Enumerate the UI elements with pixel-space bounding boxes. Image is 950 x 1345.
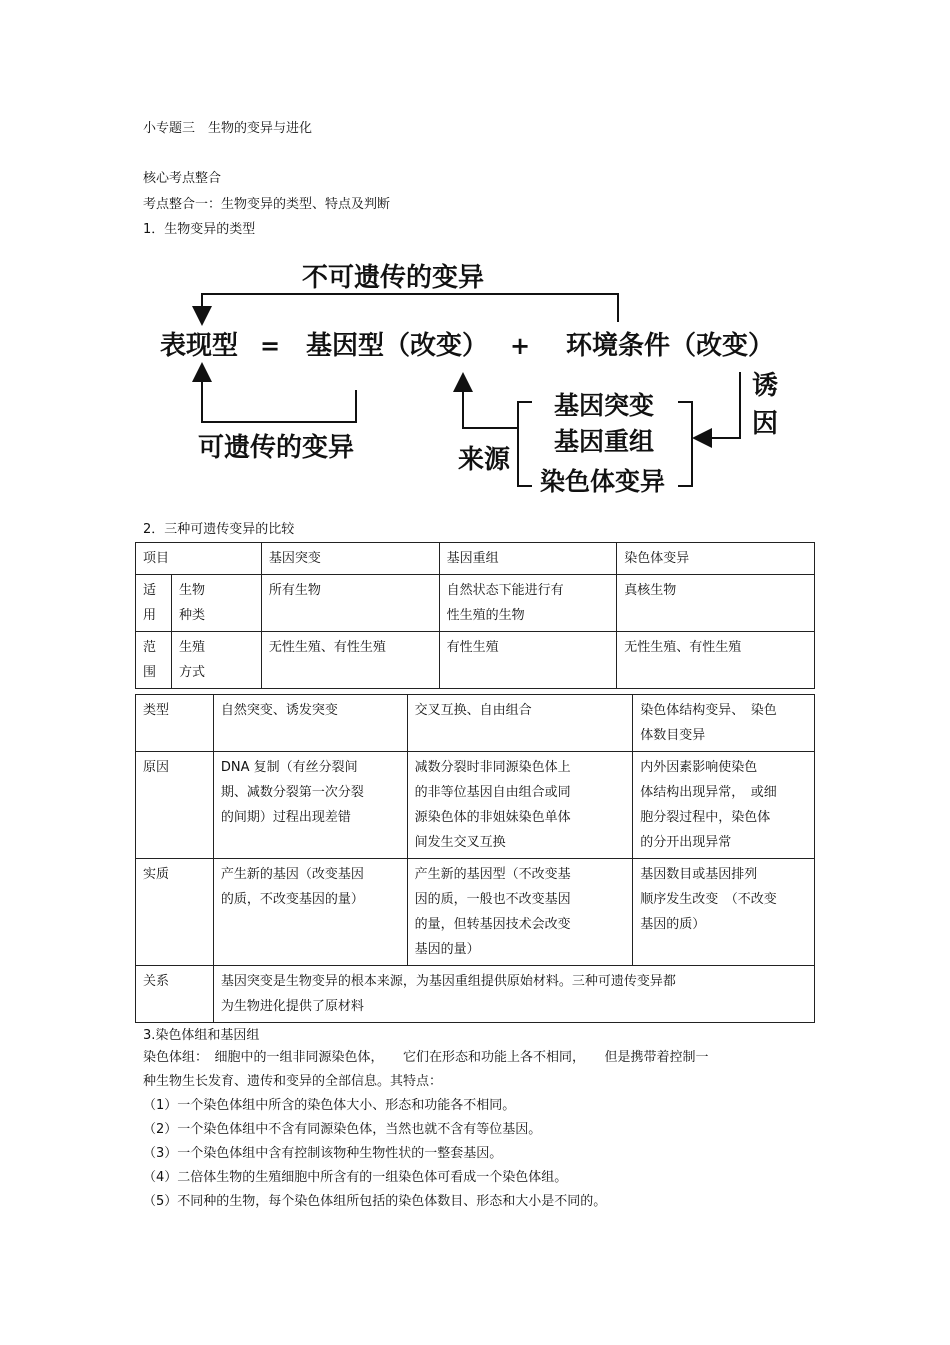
table-row [136,695,815,752]
essence-chromosome [633,859,815,966]
heritable-label: 可遗传的变异 [198,433,355,463]
comparison-table-2 [135,694,815,1023]
cell-line: 胞分裂过程中，染色体 [640,810,771,825]
species-mutation: 所有生物 [261,575,439,632]
cell-line: 种类 [178,608,205,623]
cell-line: 的量，但转基因技术会改变 [414,917,571,932]
cell-line: 基因突变是生物变异的根本来源，为基因重组提供原始材料。三种可遗传变异都 [220,974,676,989]
comparison-table-1 [135,542,815,689]
cause-chromosome [633,752,815,859]
cell-line: 源染色体的非姐妹染色单体 [414,810,571,825]
reproduction-mutation: 无性生殖、有性生殖 [261,632,439,689]
cell-line: DNA 复制（有丝分裂间 [220,760,358,775]
feature-point: （2）一个染色体组中不含有同源染色体，当然也就不含有等位基因。 [143,1122,542,1137]
table-row [136,543,815,575]
doc-title: 小专题三 生物的变异与进化 [143,121,313,136]
cell-line: 为生物进化提供了原材料 [220,999,364,1014]
cause-recombination [407,752,633,859]
table-row [136,752,815,859]
section-heading: 核心考点整合 [143,171,222,186]
source-arrow [463,382,518,428]
cause-mutation [213,752,407,859]
relation-label: 关系 [136,966,214,1023]
table-row [136,575,815,632]
cell-line: 自然状态下能进行有 [446,583,564,598]
species-chromosome: 真核生物 [617,575,815,632]
source-right-brace [678,402,692,486]
variation-types-diagram [140,250,800,510]
environment-label: 环境条件（改变） [566,331,775,361]
cell-line: 方式 [178,665,205,680]
non-heritable-arrow [202,294,618,322]
definition-line: 种生物生长发育、遗传和变异的全部信息。其特点： [143,1074,443,1089]
heritable-arrow [202,372,356,422]
phenotype-label: 表现型 [160,331,239,361]
induce-char-1: 诱 [752,371,779,401]
cell-line: 因的质，一般也不改变基因 [414,892,571,907]
scope-char: 用 [143,608,157,623]
essence-label: 实质 [136,859,214,966]
section3-heading: 3.染色体组和基因组 [143,1028,260,1043]
type-recombination: 交叉互换、自由组合 [407,695,633,752]
table-row [136,632,815,689]
relation-text [213,966,814,1023]
cell-line: 体数目变异 [640,728,706,743]
plus-sign: + [510,331,531,360]
item1-heading: 1．生物变异的类型 [143,222,256,237]
header-item: 项目 [136,543,262,575]
type-chromosome [633,695,815,752]
scope-char: 范 [143,640,157,655]
gene-mutation-label: 基因突变 [554,391,655,420]
feature-point: （1）一个染色体组中所含的染色体大小、形态和功能各不相同。 [143,1098,516,1113]
scope-char: 适 [143,583,157,598]
reproduction-recombination: 有性生殖 [439,632,617,689]
gene-recombination-label: 基因重组 [554,427,655,456]
header-recombination: 基因重组 [439,543,617,575]
chromosome-variation-label: 染色体变异 [540,467,666,496]
cell-line: 体结构出现异常， 或细 [640,785,777,800]
cause-label: 原因 [136,752,214,859]
cell-line: 期、减数分裂第一次分裂 [220,785,364,800]
induce-char-2: 因 [752,409,779,439]
scope-label-top [136,575,172,632]
cell-line: 的间期）过程出现差错 [220,810,351,825]
cell-line: 的分开出现异常 [640,835,732,850]
essence-recombination [407,859,633,966]
definition-line: 染色体组： 细胞中的一组非同源染色体， 它们在形态和功能上各不相同， 但是携带着控制一 [143,1050,709,1065]
essence-mutation [213,859,407,966]
cell-line: 的质，不改变基因的量） [220,892,364,907]
cell-line: 减数分裂时非同源染色体上 [414,760,571,775]
reproduction-label [171,632,261,689]
cell-line: 顺序发生改变 （不改变 [640,892,777,907]
feature-point: （5）不同种的生物，每个染色体组所包括的染色体数目、形态和大小是不同的。 [143,1194,607,1209]
induce-arrow [702,372,740,438]
cell-line: 基因的量） [414,942,480,957]
cell-line: 基因的质） [640,917,706,932]
type-label: 类型 [136,695,214,752]
diagram-svg [140,250,800,510]
cell-line: 产生新的基因型（不改变基 [414,867,571,882]
source-left-brace [518,402,532,486]
type-mutation: 自然突变、诱发突变 [213,695,407,752]
non-heritable-label: 不可遗传的变异 [302,263,485,293]
equals-sign: = [260,331,281,360]
cell-line: 间发生交叉互换 [414,835,506,850]
feature-point: （4）二倍体生物的生殖细胞中所含有的一组染色体可看成一个染色体组。 [143,1170,568,1185]
table-row [136,859,815,966]
genotype-label: 基因型（改变） [306,331,489,361]
item2-heading: 2．三种可遗传变异的比较 [143,522,295,537]
cell-line: 内外因素影响使染色 [640,760,758,775]
reproduction-chromosome: 无性生殖、有性生殖 [617,632,815,689]
cell-line: 的非等位基因自由组合或同 [414,785,571,800]
header-mutation: 基因突变 [261,543,439,575]
species-label [171,575,261,632]
definition-paragraph [143,1046,709,1214]
subsection-heading: 考点整合一：生物变异的类型、特点及判断 [143,197,391,212]
cell-line: 生殖 [178,640,205,655]
cell-line: 染色体结构变异、 染色 [640,703,777,718]
header-chromosome: 染色体变异 [617,543,815,575]
species-recombination [439,575,617,632]
cell-line: 基因数目或基因排列 [640,867,758,882]
cell-line: 生物 [178,583,205,598]
source-label: 来源 [458,445,511,475]
cell-line: 性生殖的生物 [446,608,525,623]
feature-point: （3）一个染色体组中含有控制该物种生物性状的一整套基因。 [143,1146,503,1161]
table-row [136,966,815,1023]
scope-label-bottom [136,632,172,689]
cell-line: 产生新的基因（改变基因 [220,867,364,882]
scope-char: 围 [143,665,157,680]
